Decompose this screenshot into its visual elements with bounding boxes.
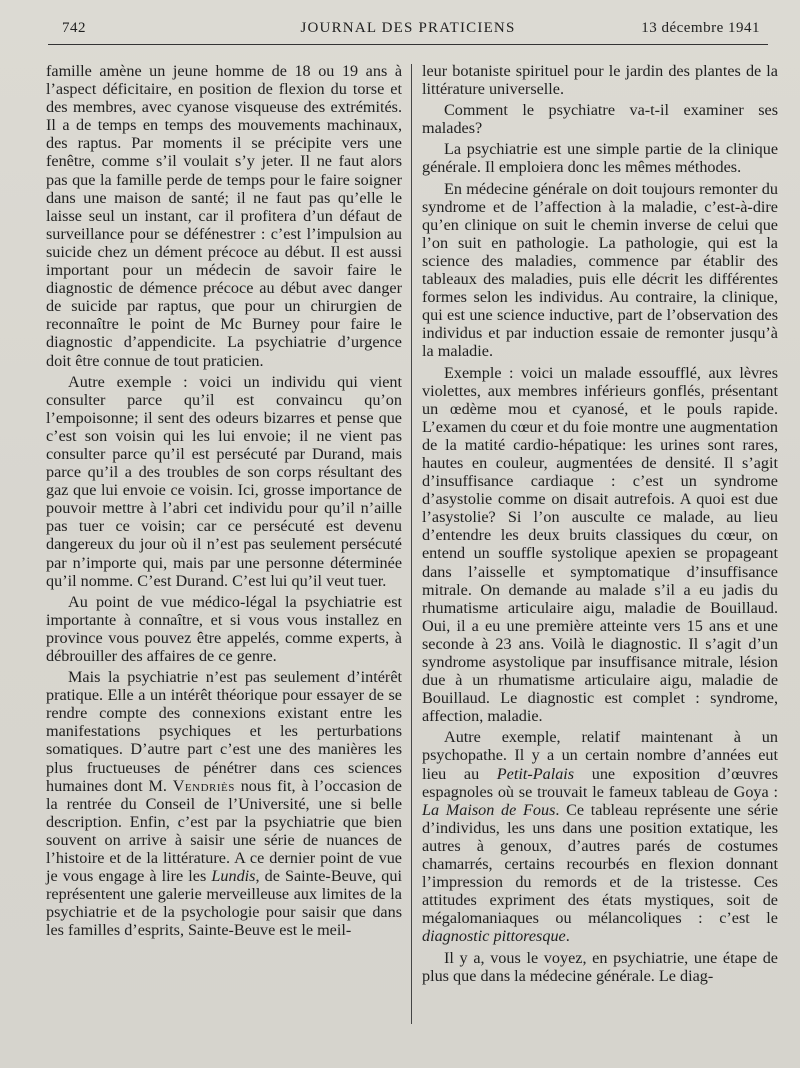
paragraph: Comment le psychiatre va-t-il examiner ses malades?	[422, 101, 778, 138]
text-run: Mais la psychiatrie n’est pas seulement d’intérêt pratique. Elle a un intérêt théorique pour essayer de se rendre compte des connexions existant entre les manifestations psychiques et les perturbations somatiques. D’autre part c’est une des manières les plus fructueuses de pénétrer dans ces sciences humaines dont M.	[46, 668, 402, 795]
column-divider	[411, 64, 412, 1024]
paragraph: En médecine générale on doit toujours remonter du syndrome et de l’affection à la maladie, c’est-à-dire qu’en clinique on suit le chemin inverse de celui que l’on suit en pathologie. La pathologie, qui est la science des maladies, commence par établir des tableaux des maladies, puis elle décrit les différentes formes selon les individus. Au contraire, la clinique, qui est une science inductive, part de l’observation des individus et par induction essaie de remonter jusqu’à la maladie.	[422, 179, 778, 361]
book-title: Lundis	[211, 867, 256, 886]
paragraph: Il y a, vous le voyez, en psychiatrie, une étape de plus que dans la médecine générale. Le diag-	[422, 948, 778, 985]
issue-date: 13 décembre 1941	[641, 20, 760, 36]
text-run: .	[565, 927, 570, 946]
paragraph: Au point de vue médico-légal la psychiatrie est importante à connaître, et si vous vous installez en province vous pouvez être appelés, comme experts, à débrouiller des affaires de ce genre.	[46, 592, 402, 665]
paragraph: Exemple : voici un malade essoufflé, aux lèvres violettes, aux membres inférieurs gonflés, présentant un œdème mou et cyanosé, et le pouls rapide. L’examen du cœur et du foie montre une augmentation de la matité cardio-hépatique: les urines sont rares, hautes en couleur, augmentées de densité. Il s’agit d’insuffisance cardiaque : c’est un syndrome d’asystolie comme on disait autrefois. A quoi est due l’asystolie? Si l’on ausculte ce malade, au lieu d’entendre les deux bruits classiques du cœur, on entend un souffle systolique apexien se propageant dans l’aisselle et symptomatique d’insuffisance mitrale. On demande au malade s’il a eu jadis du rhumatisme articulaire aigu, maladie de Bouillaud. Oui, il a eu une première atteinte vers 15 ans et une seconde à 23 ans. Voilà le diagnostic. Il s’agit d’un syndrome asystolique par insuffisance mitrale, lésion due à un rhumatisme articulaire aigu, maladie de Bouillaud. Le diagnostic est complet : syndrome, affection, maladie.	[422, 363, 778, 726]
page-header	[48, 16, 768, 42]
page-number: 742	[62, 20, 86, 36]
paragraph: La psychiatrie est une simple partie de la clinique générale. Il emploiera donc les mêmes méthodes.	[422, 140, 778, 177]
painting-title: La Maison de Fous	[422, 800, 556, 819]
header-rule	[48, 44, 768, 45]
paragraph	[422, 728, 778, 945]
left-column	[46, 62, 402, 943]
text-run: , de Sainte-Beuve, qui représentent une galerie merveilleuse aux limites de la psychiatrie et de la psychologie pour saisir que dans les familles d’esprits, Sainte-Beuve est le meil-	[46, 867, 402, 940]
text-run: Autre exemple, relatif maintenant à un psychopathe. Il y a un certain nombre d’années eut lieu au	[422, 728, 778, 783]
paragraph	[46, 668, 402, 939]
emphasis-term: diagnostic pittoresque	[422, 927, 566, 946]
text-run: une exposition d’œuvres espagnoles où se trouvait le fameux tableau de Goya :	[422, 764, 778, 801]
text-run: nous fit, à l’occasion de la rentrée du Conseil de l’Université, une si belle description. Enfin, c’est par la psychiatrie que bien souvent on arrive à saisir une série de nuances de l’histoire et de la littérature. A ce dernier point de vue je vous engage à lire les	[46, 776, 402, 886]
paragraph: Autre exemple : voici un individu qui vient consulter parce qu’il est convaincu qu’on l’empoisonne; il sent des odeurs bizarres et pense que c’est son voisin qui les lui envoie; il ne vient pas consulter parce qu’il est persécuté par Durand, mais parce qu’il a des troubles de son corps résultant des gaz que lui envoie ce voisin. Ici, grosse importance de pouvoir mettre à l’abri cet individu pour qu’il n’aille pas tuer ce voisin; car ce persécuté est devenu dangereux du jour où il n’est pas seulement persécuté par n’importe qui, mais par une personne déterminée qu’il nomme. C’est Durand. C’est lui qu’il veut tuer.	[46, 372, 402, 590]
text-run: . Ce tableau représente une série d’individus, les uns dans une position extatique, les autres à genoux, d’autres parés de costumes chamarrés, certains recourbés en flexion donnant l’impression du remords et de la tristesse. Ces attitudes expriment des états mystiques, soit de mégalomaniaques ou mélancoliques : c’est le	[422, 800, 779, 928]
person-name: Vendriès	[172, 776, 235, 795]
right-column	[422, 62, 778, 988]
place-name: Petit-Palais	[496, 764, 575, 783]
paragraph: famille amène un jeune homme de 18 ou 19 ans à l’aspect déficitaire, en position de flexion du torse et des membres, avec cyanose visqueuse des extrémités. Il a de temps en temps des mouvements machinaux, des raptus. Par moments il se précipite vers une fenêtre, comme s’il voulait s’y jeter. Il ne faut alors pas que la famille perde de temps pour le faire soigner dans une maison de santé; il ne faut pas qu’elle le laisse seul un instant, car il profitera d’un défaut de surveillance pour se défénestrer : c’est l’impulsion au suicide chez un dément précoce au début. Il est aussi important pour un médecin de savoir faire le diagnostic de démence précoce au début avec danger de suicide par raptus, que pour un chirurgien de reconnaître le point de Mc Burney pour faire le diagnostic d’appendicite. La psychiatrie d’urgence doit être connue de tout praticien.	[46, 62, 402, 370]
journal-title: JOURNAL DES PRATICIENS	[300, 20, 516, 36]
paragraph: leur botaniste spirituel pour le jardin des plantes de la littérature universelle.	[422, 62, 778, 99]
